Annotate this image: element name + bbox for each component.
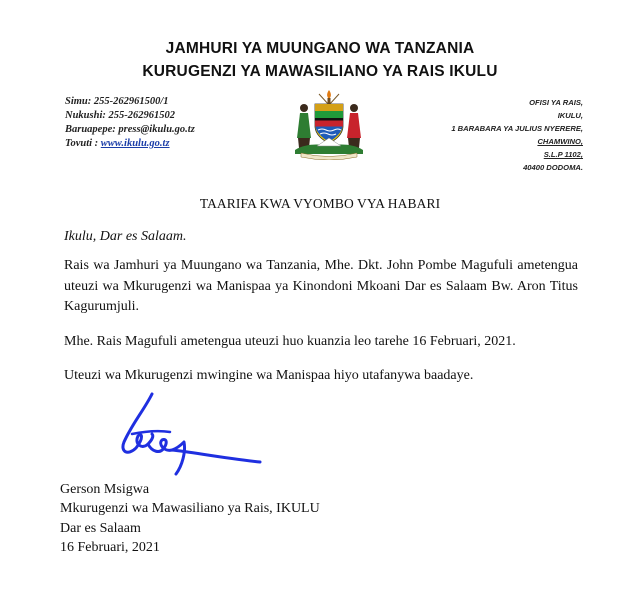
address-line: S.L.P 1102, (543, 150, 583, 159)
email-line: Baruapepe: press@ikulu.go.tz (65, 124, 195, 135)
body-paragraph: Rais wa Jamhuri ya Muungano wa Tanzania, Mhe. Dkt. John Pombe Magufuli ametengua uteuzi wa Mkurugenzi wa Manispaa ya Kinondoni Mkoani Dar es Salaam Bw. Aron Titus Kagurumjuli. (64, 258, 578, 314)
body-paragraph: Uteuzi wa Mkurugenzi mwingine wa Manispaa hiyo utafanywa baadaye. (64, 368, 474, 383)
website-label: Tovuti : (65, 138, 99, 149)
signatory-name: Gerson Msigwa (60, 482, 150, 497)
address-line: 40400 DODOMA. (523, 163, 583, 172)
website-link[interactable]: www.ikulu.go.tz (100, 138, 170, 149)
signoff-city: Dar es Salaam (60, 520, 141, 536)
header-title-line2: KURUGENZI YA MAWASILIANO YA RAIS IKULU (142, 63, 498, 80)
address-line: OFISI YA RAIS, (529, 98, 583, 107)
phone-line: Simu: 255-262961500/1 (65, 96, 169, 107)
address-block (451, 96, 583, 174)
address-line: IKULU, (557, 111, 583, 120)
signoff-date: 16 Februari, 2021 (60, 539, 160, 555)
place-line: Ikulu, Dar es Salaam. (64, 229, 187, 244)
coat-of-arms-icon (291, 88, 367, 160)
contact-block (65, 95, 195, 151)
address-line: 1 BARABARA YA JULIUS NYERERE, (451, 124, 583, 133)
header-title-line1: JAMHURI YA MUUNGANO WA TANZANIA (165, 40, 475, 57)
fax-line: Nukushi: 255-262961502 (65, 110, 175, 121)
handwritten-signature (112, 392, 262, 482)
signoff-block (60, 480, 320, 557)
signatory-title: Mkurugenzi wa Mawasiliano ya Rais, IKULU (60, 501, 320, 517)
website-line (65, 137, 195, 151)
address-line: CHAMWINO, (537, 137, 583, 146)
press-release-heading: TAARIFA KWA VYOMBO VYA HABARI (199, 196, 441, 211)
body-paragraph: Mhe. Rais Magufuli ametengua uteuzi huo kuanzia leo tarehe 16 Februari, 2021. (64, 334, 516, 349)
